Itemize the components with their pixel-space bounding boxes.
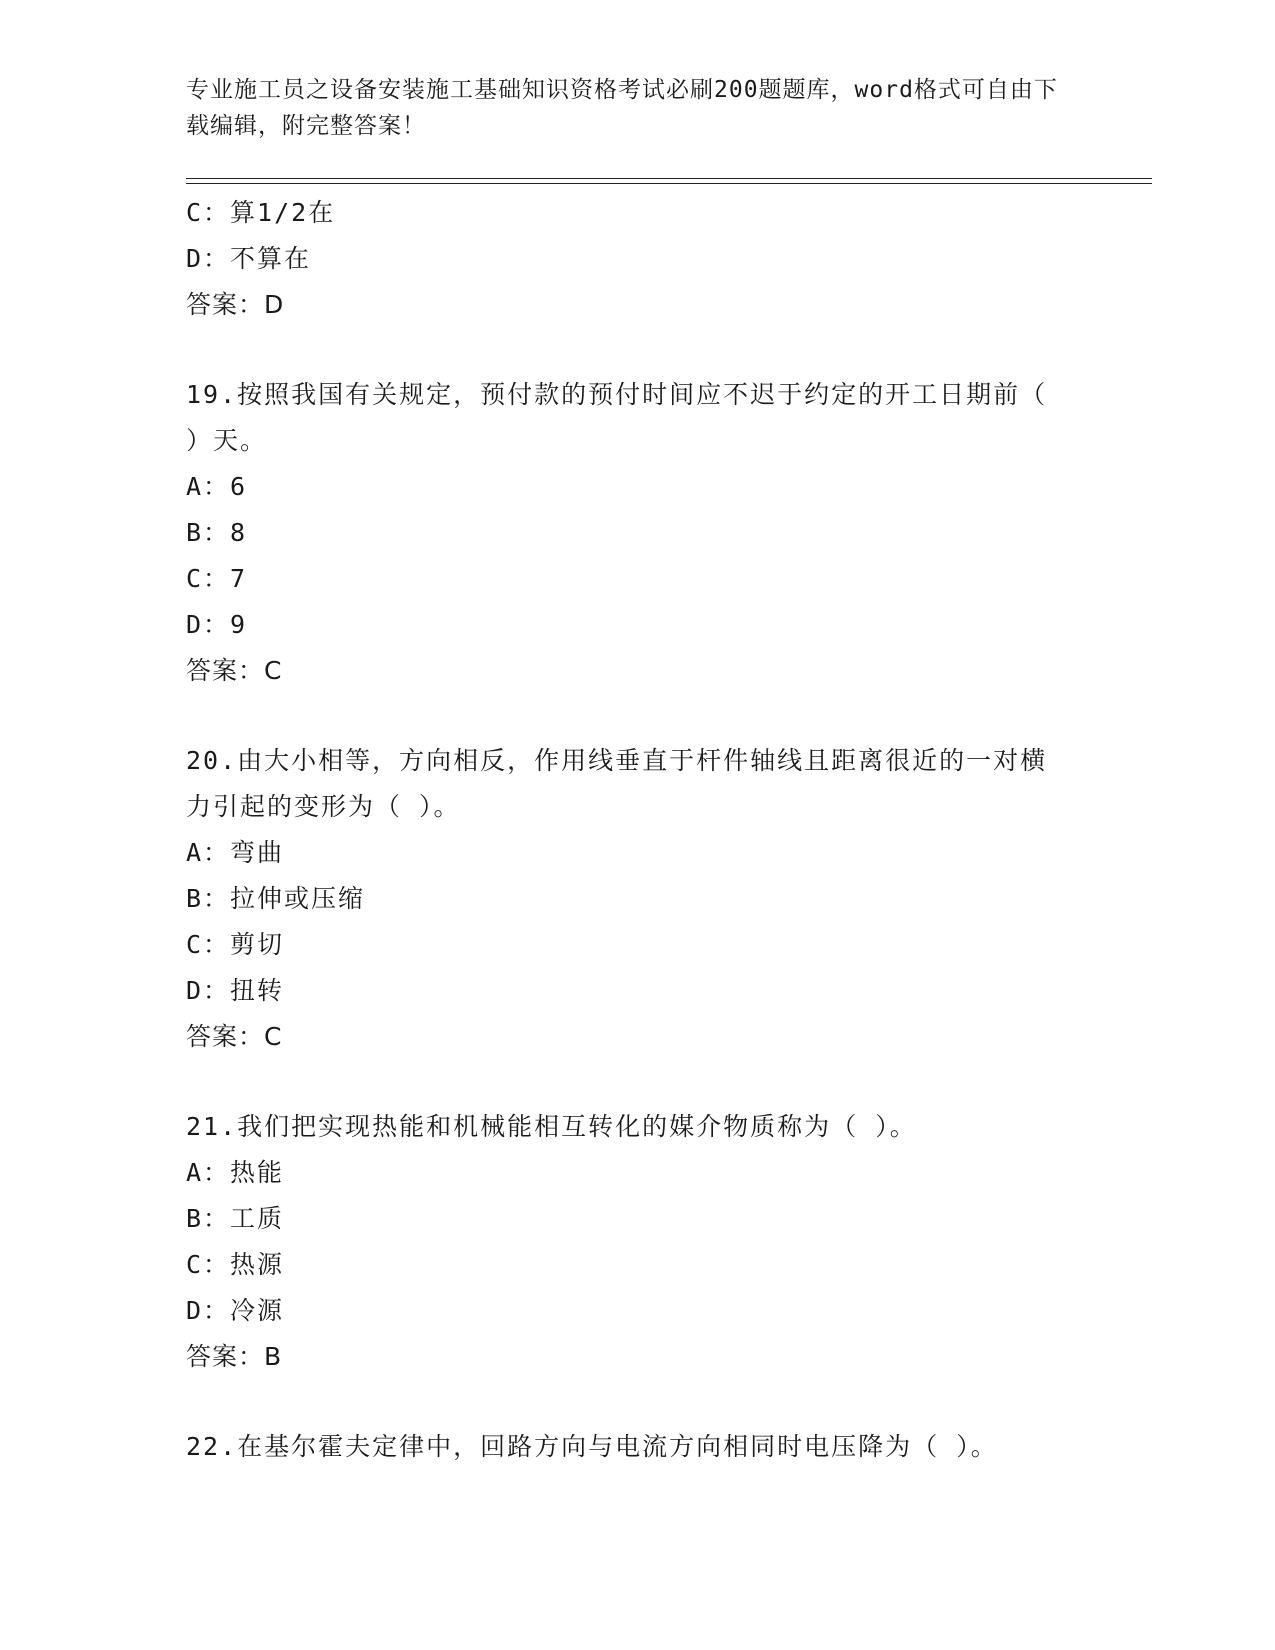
answer-line: 答案：D (186, 290, 285, 319)
header-divider-bottom (186, 183, 1152, 184)
spacer (186, 694, 1066, 738)
question-21-option-b: B：工质 (186, 1204, 285, 1233)
question-19-stem: 19.按照我国有关规定，预付款的预付时间应不迟于约定的开工日期前（ ）天。 (186, 380, 1048, 455)
option-d: D：不算在 (186, 244, 312, 273)
question-19-option-b: B：8 (186, 518, 248, 547)
question-19-option-c: C：7 (186, 564, 248, 593)
question-19-answer: 答案：C (186, 656, 283, 685)
question-21-option-c: C：热源 (186, 1250, 285, 1279)
question-20-option-c: C：剪切 (186, 930, 285, 959)
option-c: C：算1/2在 (186, 198, 336, 227)
question-21-answer: 答案：B (186, 1342, 283, 1371)
question-20-answer: 答案：C (186, 1022, 283, 1051)
question-21-option-a: A：热能 (186, 1158, 285, 1187)
question-22-stem: 22.在基尔霍夫定律中，回路方向与电流方向相同时电压降为（ ）。 (186, 1432, 998, 1461)
question-20-option-a: A：弯曲 (186, 838, 285, 867)
question-19-option-d: D：9 (186, 610, 248, 639)
question-20-stem: 20.由大小相等，方向相反，作用线垂直于杆件轴线且距离很近的一对横力引起的变形为（ ）。 (186, 746, 1048, 821)
question-21-option-d: D：冷源 (186, 1296, 285, 1325)
spacer (186, 1060, 1066, 1104)
document-header: 专业施工员之设备安装施工基础知识资格考试必刷200题题库，word格式可自由下载编辑，附完整答案！ (186, 77, 1058, 139)
question-content (186, 190, 1066, 1470)
question-19-option-a: A：6 (186, 472, 248, 501)
question-20-option-b: B：拉伸或压缩 (186, 884, 366, 913)
spacer (186, 1380, 1066, 1424)
header-divider-top (186, 178, 1152, 179)
question-21-stem: 21.我们把实现热能和机械能相互转化的媒介物质称为（ ）。 (186, 1112, 917, 1141)
spacer (186, 328, 1066, 372)
question-20-option-d: D：扭转 (186, 976, 285, 1005)
